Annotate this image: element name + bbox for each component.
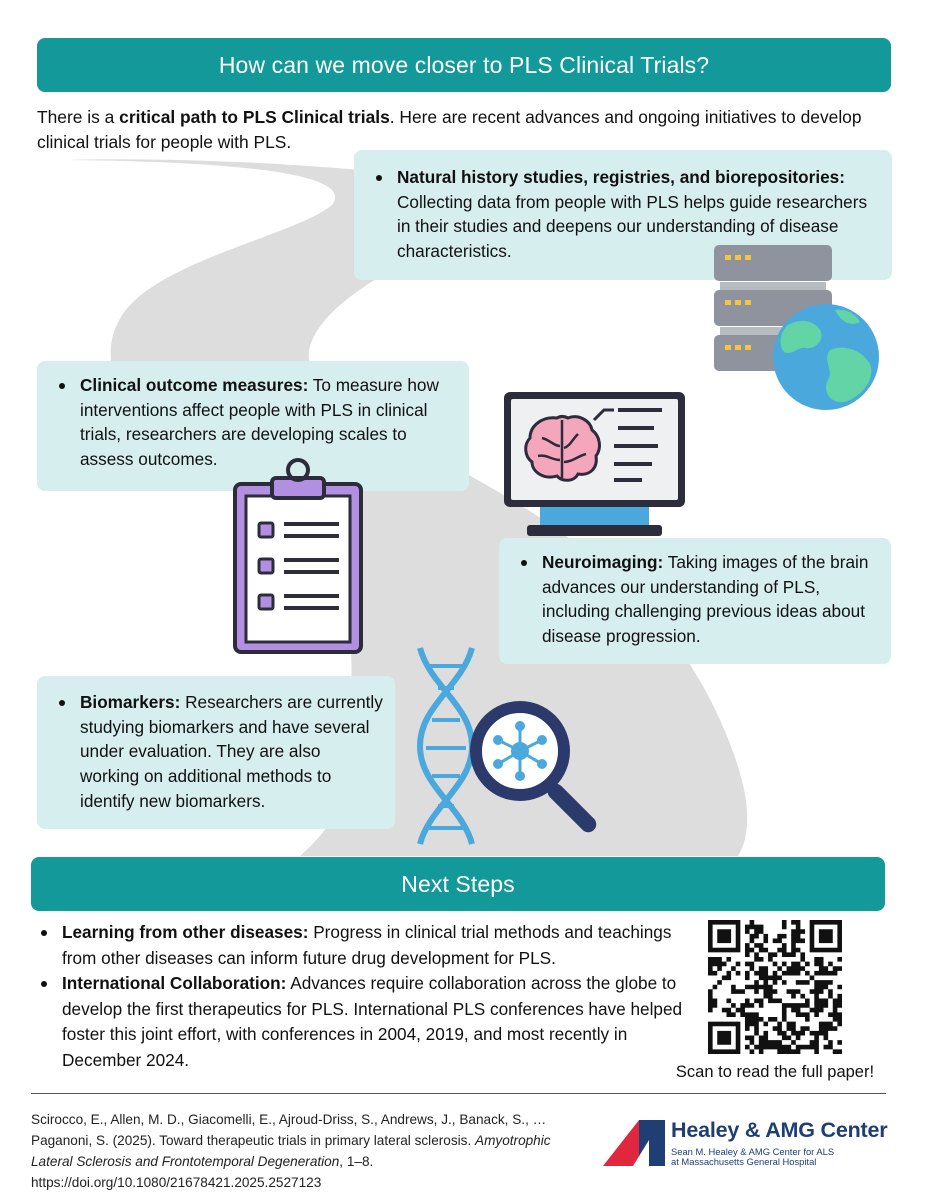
qr-code-icon[interactable] <box>708 920 842 1054</box>
citation: Scirocco, E., Allen, M. D., Giacomelli, E., Ajroud-Driss, S., Andrews, J., Banack, S., … Paganoni, S. (2025). Toward therapeutic trials in primary lateral sclerosis. Amyotrophic Lateral Sclerosis and Frontotemporal Degeneration, 1–8. https://doi.org/10.1080/21678421.2025.2527123 <box>31 1112 551 1190</box>
step-text: Progress in clinical trial methods and teachings from other diseases can inform future drug development for PLS. <box>62 922 672 968</box>
card-heading: Biomarkers: <box>80 692 181 712</box>
logo-sub-1: Sean M. Healey & AMG Center for ALS <box>671 1146 835 1157</box>
list-item <box>31 920 691 971</box>
brain-monitor-icon <box>502 390 687 540</box>
step-heading: International Collaboration: <box>62 973 287 993</box>
divider <box>31 1093 886 1094</box>
list-item <box>31 971 691 1073</box>
step-heading: Learning from other diseases: <box>62 922 309 942</box>
card-heading: Clinical outcome measures: <box>80 375 309 395</box>
step-text: Advances require collaboration across the globe to develop the first therapeutics for PLS. International PLS conferences have helped foster this joint effort, with conferences in 2004, 2019, and most recently in December 2024. <box>62 973 683 1070</box>
server-globe-icon <box>710 240 885 415</box>
page-title: How can we move closer to PLS Clinical Trials? <box>218 51 710 78</box>
header-banner <box>37 38 891 92</box>
logo-title: Healey & AMG Center <box>671 1118 888 1142</box>
dna-magnifier-icon <box>410 646 615 846</box>
logo-sub-2: at Massachusetts General Hospital <box>671 1156 817 1167</box>
logo-mark-icon <box>603 1120 665 1166</box>
next-steps-list <box>31 920 691 1073</box>
card-item <box>511 550 879 649</box>
card-text: Collecting data from people with PLS helps guide researchers in their studies and deepens our understanding of disease characteristics. <box>397 191 868 262</box>
card-biomarkers <box>37 676 395 829</box>
card-text: Researchers are currently studying biomarkers and have several under evaluation. They are also working on additional methods to identify new biomarkers. <box>80 692 383 811</box>
intro-bold: critical path to PLS Clinical trials <box>119 107 390 127</box>
card-heading: Neuroimaging: <box>542 552 664 572</box>
card-text: To measure how interventions affect people with PLS in clinical trials, researchers are developing scales to assess outcomes. <box>80 375 439 470</box>
card-heading: Natural history studies, registries, and biorepositories: <box>397 167 845 187</box>
healey-amg-logo <box>603 1118 893 1168</box>
next-steps-title: Next Steps <box>401 870 515 897</box>
qr-caption: Scan to read the full paper! <box>675 1063 875 1081</box>
next-steps-banner <box>31 857 885 911</box>
card-text: Taking images of the brain advances our understanding of PLS, including challenging previous ideas about disease progression. <box>542 552 869 647</box>
intro-paragraph: There is a critical path to PLS Clinical trials. Here are recent advances and ongoing initiatives to develop clinical trials for people with PLS. <box>37 107 862 152</box>
card-item <box>49 690 383 814</box>
clipboard-checklist-icon <box>232 456 364 656</box>
